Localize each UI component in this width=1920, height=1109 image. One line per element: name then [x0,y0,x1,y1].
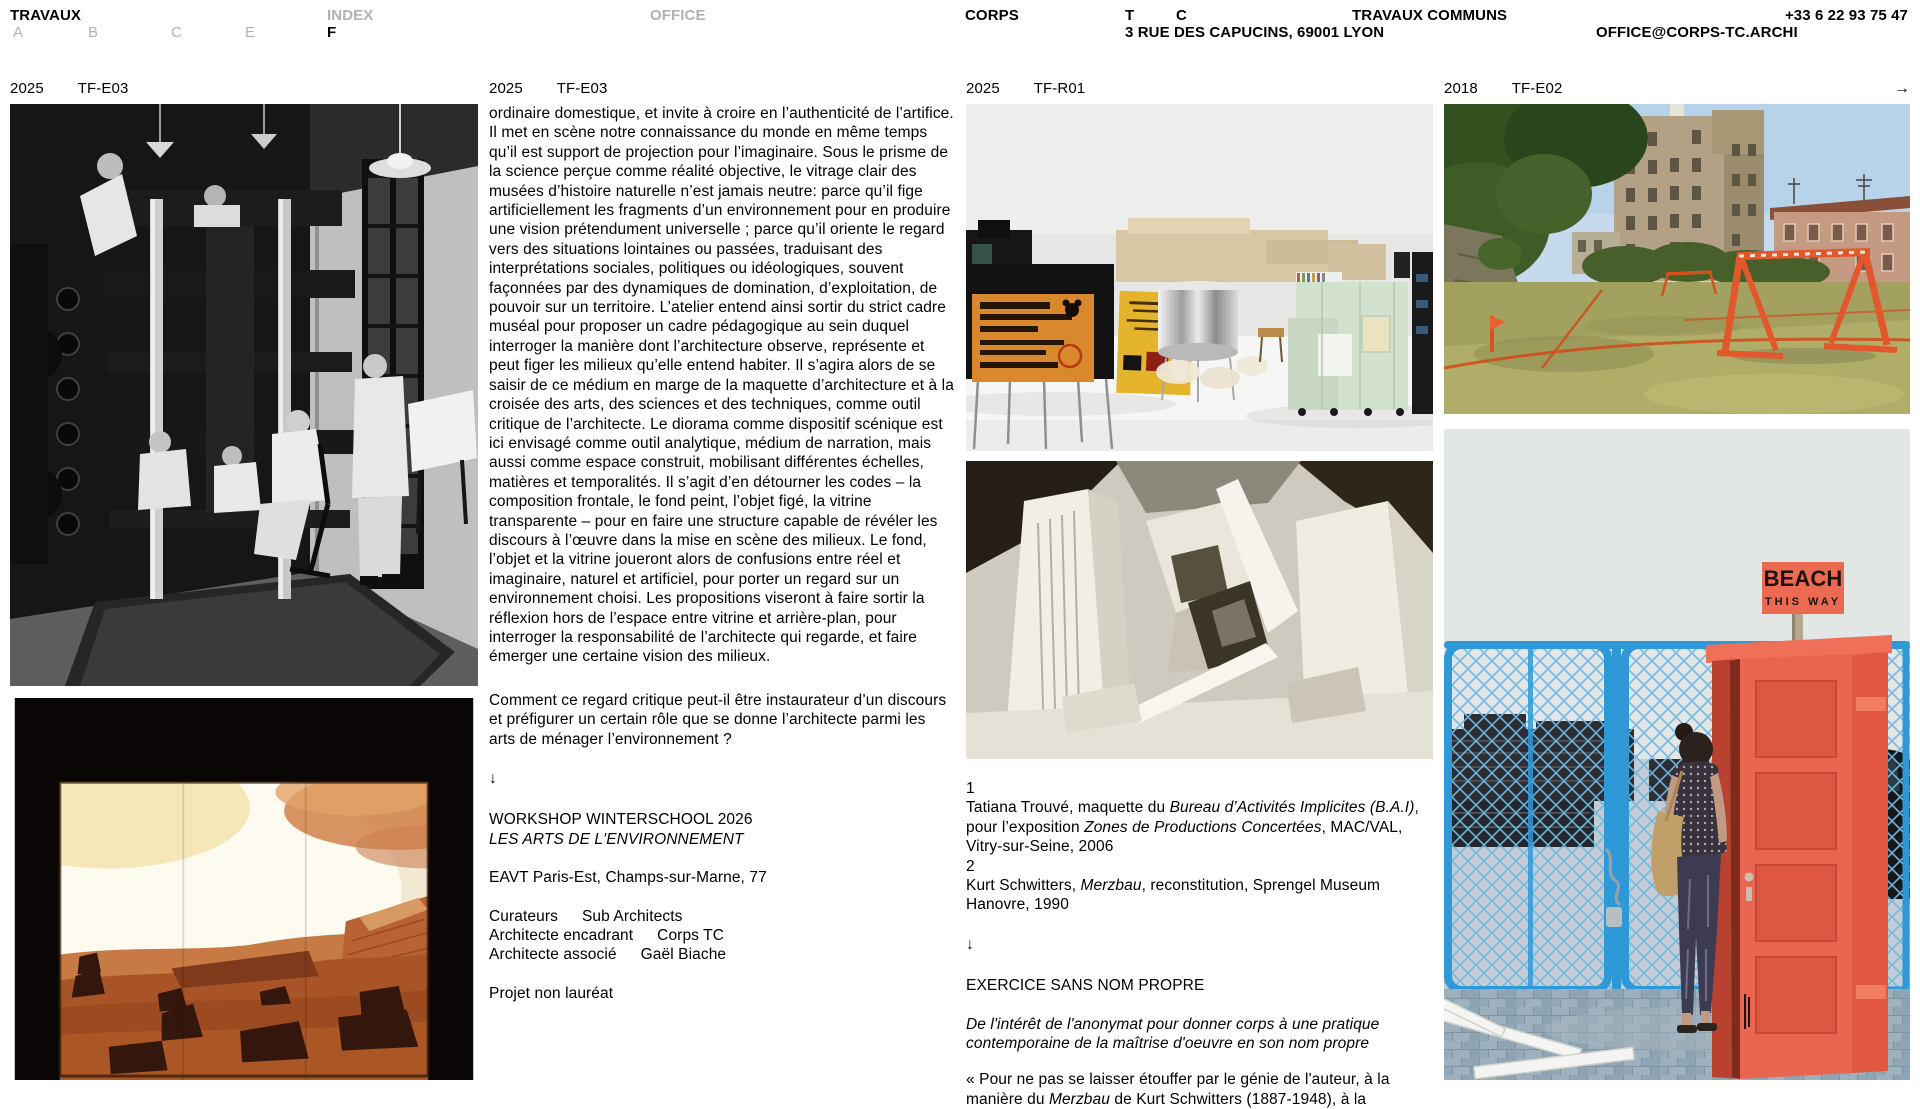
project-school: EAVT Paris-Est, Champs-sur-Marne, 77 [489,869,767,887]
nav-office[interactable]: OFFICE [650,7,706,24]
project-year: 2025 [966,80,1000,97]
column-3 [966,80,1433,1109]
credits-list [489,907,956,965]
filter-letter-a[interactable]: A [13,24,24,41]
red-door [1706,635,1892,1079]
brand-full-name: TRAVAUX COMMUNS [1352,7,1508,24]
project-title: EXERCICE SANS NOM PROPRE [966,977,1205,995]
project-header-2 [489,80,956,97]
column-4 [1444,80,1910,1080]
filter-letter-c[interactable]: C [171,24,182,41]
credit-row: Architecte encadrant Corps TC [489,927,725,945]
project-title: WORKSHOP WINTERSCHOOL 2026 [489,811,753,829]
project-subtitle: LES ARTS DE L'ENVIRONNEMENT [489,830,744,848]
filter-letter-b[interactable]: B [88,24,99,41]
column-1 [10,80,478,1080]
arrow-down-icon: ↓ [489,770,497,787]
filter-letter-f-active[interactable]: F [327,24,337,41]
column-2 [489,80,956,1003]
project-year: 2025 [10,80,44,97]
photo-mars-diorama[interactable] [10,698,478,1080]
photo-merzbau[interactable] [966,461,1433,759]
caption-1: 1 Tatiana Trouvé, maquette du Bureau d’Activités Implicites (B.A.I), pour l’exposition Zones de Productions Concertées, MAC/VAL, Vitry-sur-Seine, 2006 2 Kurt Schwitters, Merzbau, reconstitution, Sprengel Museum Hanovre, 1990 [966,780,1419,914]
project-quote: « Pour ne pas se laisser étouffer par le génie de l'auteur, à la manière du Merzbau de Kurt Schwitters (1887-1948), à la [966,1071,1390,1108]
project-subtitle: De l'intérêt de l'anonymat pour donner corps à une pratique contemporaine de la maîtrise d'oeuvre en son nom propre [966,1015,1380,1053]
credit-row: Curateurs Sub Architects [489,907,683,925]
project-header-3 [966,80,1433,97]
brand-t: T [1125,7,1135,24]
project-status: Projet non lauréat [489,984,614,1002]
photo-field-goals[interactable] [1444,104,1910,414]
credit-row: Architecte associé Gaël Biache [489,946,727,964]
address: 3 RUE DES CAPUCINS, 69001 LYON [1125,24,1385,41]
project-question: Comment ce regard critique peut-il être instaurateur d’un discours et préfigurer un certain rôle que se donne l’architecte parmi les arts de ménager l’environnement ? [489,691,947,748]
nav-travaux[interactable]: TRAVAUX [10,7,81,24]
project-code: TF-R01 [1033,80,1086,97]
sign-text-beach: BEACH [1763,566,1843,591]
project-year: 2025 [489,80,523,97]
photo-beach-door[interactable] [1444,429,1910,1080]
filter-letter-e[interactable]: E [245,24,256,41]
nav-index[interactable]: INDEX [327,7,374,24]
project-header-4 [1444,80,1910,97]
project-code: TF-E03 [77,80,129,97]
sign-text-this-way: THIS WAY [1764,596,1842,608]
project-year: 2018 [1444,80,1478,97]
project-header-1 [10,80,478,97]
project-code: TF-E03 [556,80,608,97]
arrow-down-icon: ↓ [966,935,974,953]
phone-number[interactable]: +33 6 22 93 75 47 [1784,7,1908,24]
project-code: TF-E02 [1511,80,1563,97]
arrow-right-icon[interactable]: → [1893,80,1910,97]
brand-c: C [1176,7,1187,24]
photo-maquettes[interactable] [966,104,1433,451]
photo-lab-machine[interactable] [10,104,478,686]
brand-corps[interactable]: CORPS [965,7,1019,24]
project-description: ordinaire domestique, et invite à croire en l’authenticité de l’artifice. Il met en scène notre connaissance du monde en même temps qu’il est support de projection pour l’imaginaire. Sous le prisme de la science perçue comme réalité objective, le vitrage clair des musées d’histoire naturelle n’est jamais neutre: parce qu’il fige artificiellement les fragments d’un environnement pour en produire une vision prétendument universelle ; parce qu’il oriente le regard vers des situations lointaines ou passées, traduisant des interprétations sociales, politiques ou idéologiques, souvent façonnées par des dynamiques de domination, d’exploitation, de pouvoir sur un territoire. L’atelier entend ainsi sortir du strict cadre muséal pour proposer un cadre pédagogique au sein duquel interroger la manière dont l’architecture observe, représente et peut figer les milieux qu’elle entend habiter. Il s’agira alors de se saisir de ce médium en marge de la maquette d’architecture et à la croisée des arts, des sciences et des techniques, comme outil critique de l’architecte. Le diorama comme dispositif scénique est ici envisagé comme outil analytique, médium de narration, mais aussi comme espace construit, mobilisant différentes échelles, matières et temporalités. Il s’agit d’en détourner les codes – la composition frontale, le fond peint, l’objet figé, la vitrine transparente – pour en faire une structure capable de révéler les discours à l’œuvre dans la mise en scène des milieux. Le fond, l’objet et la vitrine joueront alors de confusions entre réel et imaginaire, naturel et artificiel, pour porter un regard sur un environnement choisi. Les propositions viseront à faire sortir la réflexion hors de l’espace entre vitrine et arrière-plan, pour interroger la responsabilité de l’architecte qui regarde, et faire émerger une certaine vision des milieux. [489,105,954,666]
email-link[interactable]: OFFICE@CORPS-TC.ARCHI [1596,24,1798,41]
